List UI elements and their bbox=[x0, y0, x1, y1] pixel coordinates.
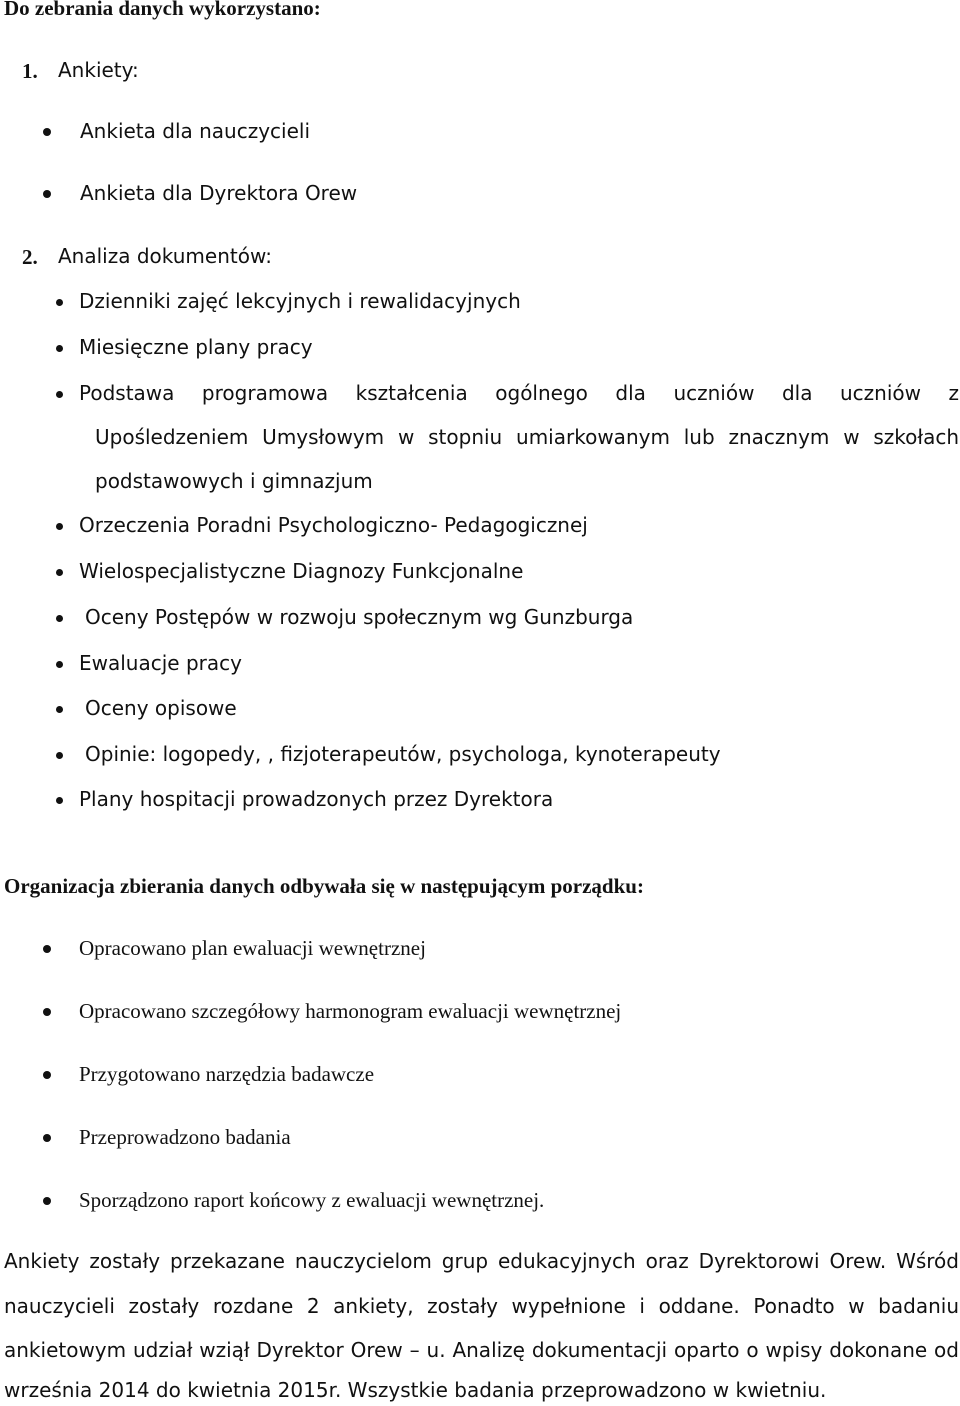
section-2-item-6: Oceny Postępów w rozwoju społecznym wg Gunzburga bbox=[85, 605, 634, 629]
paragraph-line-2: nauczycieli zostały rozdane 2 ankiety, zostały wypełnione i oddane. Ponadto w badaniu bbox=[4, 1294, 959, 1318]
organization-item-1: Opracowano plan ewaluacji wewnętrznej bbox=[79, 936, 426, 960]
section-2-item-10: Plany hospitacji prowadzonych przez Dyrektora bbox=[79, 787, 554, 811]
bullet-icon bbox=[56, 797, 63, 804]
section-2-item-5: Wielospecjalistyczne Diagnozy Funkcjonalne bbox=[79, 559, 524, 583]
section-1-item-1: Ankieta dla nauczycieli bbox=[80, 119, 311, 143]
organization-item-3: Przygotowano narzędzia badawcze bbox=[79, 1062, 375, 1086]
paragraph-line-3: ankietowym udział wziął Dyrektor Orew – u. Analizę dokumentacji oparto o wpisy dokonane od bbox=[4, 1338, 959, 1362]
bullet-icon bbox=[56, 523, 63, 530]
section-2-number: 2. bbox=[22, 245, 38, 269]
bullet-icon bbox=[56, 345, 63, 352]
section-2-title: Analiza dokumentów: bbox=[58, 244, 272, 268]
bullet-icon bbox=[56, 569, 63, 576]
bullet-icon bbox=[43, 1008, 51, 1016]
section-1-title: Ankiety: bbox=[58, 58, 139, 82]
organization-item-2: Opracowano szczegółowy harmonogram ewaluacji wewnętrznej bbox=[79, 999, 622, 1023]
bullet-icon bbox=[56, 661, 63, 668]
section-2-item-1: Dzienniki zajęć lekcyjnych i rewalidacyjnych bbox=[79, 289, 521, 313]
section-2-item-9: Opinie: logopedy, , fizjoterapeutów, psychologa, kynoterapeuty bbox=[85, 742, 721, 766]
bullet-icon bbox=[56, 706, 63, 713]
bullet-icon bbox=[43, 1071, 51, 1079]
heading-organization: Organizacja zbierania danych odbywała się w następującym porządku: bbox=[4, 874, 644, 898]
heading-data-used: Do zebrania danych wykorzystano: bbox=[4, 0, 321, 20]
bullet-icon bbox=[56, 615, 63, 622]
bullet-icon bbox=[43, 1134, 51, 1142]
bullet-icon bbox=[56, 752, 63, 759]
bullet-icon bbox=[56, 391, 63, 398]
section-2-item-2: Miesięczne plany pracy bbox=[79, 335, 313, 359]
section-2-item-3-line-2: Upośledzeniem Umysłowym w stopniu umiarkowanym lub znacznym w szkołach bbox=[95, 425, 959, 449]
bullet-icon bbox=[43, 190, 51, 198]
section-2-item-8: Oceny opisowe bbox=[85, 696, 237, 720]
bullet-icon bbox=[43, 945, 51, 953]
organization-item-5: Sporządzono raport końcowy z ewaluacji wewnętrznej. bbox=[79, 1188, 545, 1212]
section-1-number: 1. bbox=[22, 59, 38, 83]
paragraph-line-4: września 2014 do kwietnia 2015r. Wszystkie badania przeprowadzono w kwietniu. bbox=[4, 1378, 827, 1402]
bullet-icon bbox=[43, 128, 51, 136]
bullet-icon bbox=[56, 299, 63, 306]
section-2-item-3-line-1: Podstawa programowa kształcenia ogólnego dla uczniów dla uczniów z bbox=[79, 381, 959, 405]
section-2-item-7: Ewaluacje pracy bbox=[79, 651, 242, 675]
section-2-item-3-line-3: podstawowych i gimnazjum bbox=[95, 469, 373, 493]
bullet-icon bbox=[43, 1197, 51, 1205]
paragraph-line-1: Ankiety zostały przekazane nauczycielom grup edukacyjnych oraz Dyrektorowi Orew. Wśród bbox=[4, 1249, 959, 1273]
section-2-item-4: Orzeczenia Poradni Psychologiczno- Pedagogicznej bbox=[79, 513, 588, 537]
section-1-item-2: Ankieta dla Dyrektora Orew bbox=[80, 181, 358, 205]
organization-item-4: Przeprowadzono badania bbox=[79, 1125, 291, 1149]
